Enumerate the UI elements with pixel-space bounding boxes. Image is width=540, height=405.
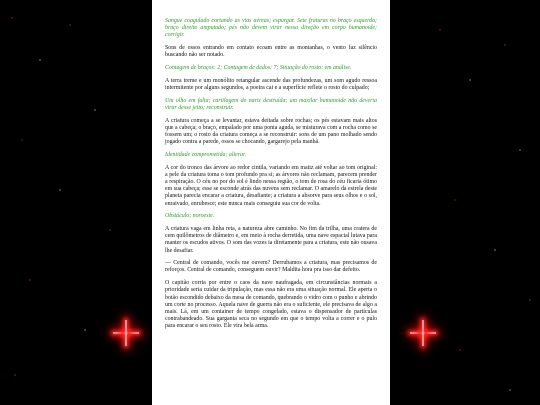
text-page <box>152 0 390 405</box>
paragraph: Identidade comprometida; alterar. <box>165 151 247 158</box>
paragraph: Sangue coagulado cortando as vias aéreas; espurgar. Sete fraturas no braço esquerdo; braço direito amputado; pés não devem virar nessa direção em corpo humanoide; corrigir. <box>165 18 377 39</box>
red-sparkle-right <box>408 318 438 348</box>
paragraph: A terra treme e um monólito retangular ascende das profundezas, um som agudo ressoa intermitente por alguns segundos, a poeira cai e a superfície reflete o rosto do culpado; <box>165 77 377 91</box>
paragraph: O capitão corria por entre o caos da nave naufragada, em circunstâncias normais a prioridade seria cuidar da tripulação, mas essa não era uma situação normal. Ele aperta o botão escondido debaixo da mesa de comando, quebrando o vidro com o punho e abrindo um corte no processo. Aquela nave de guerra não era o suficiente, ele precisava de algo a mais. Lá, em um container de tempo congelado, estava o dispensador de partículas contrabandeado. Sua garganta seca no segundo em que o tempo volta a correr e o pulo para encarar o seu rosto. Ele vira bela arma. <box>165 280 377 330</box>
paragraph: Sons de ossos entrando em contato ecoam entre as montanhas, o vento faz silêncio buscando não ser notado. <box>165 45 377 59</box>
red-sparkle-left <box>111 318 141 348</box>
paragraph: Um olho em falta; cartilagem do nariz destruída; um maxilar humanoide não deveria virar desse jeito; reconstruir. <box>165 97 377 111</box>
paragraph: A criatura começa a se levantar, estava deitada sobre rochas; os pés estavam mais altos que a cabeça; o braço, empalado por uma ponta aguda, se misturava com a rocha como se fossem um; o rosto da criatura começa a se reconstruir: sons de um pano molhado sendo jogado contra a parede, ossos se chocando, gargarejo pela manhã. <box>165 117 377 146</box>
paragraph: A criatura vaga em linha reta, a natureza abre caminho. No fim da trilha, uma cratera de cem quilômetros de diâmetro e, em meio à rocha derretida, uma nave espacial lutava para manter os escudos ativos. O som das vozes ia diretamente para a criatura, este não ousava lhe desafiar. <box>165 225 377 254</box>
paragraph: Contagem de braços: 2; Contagem de dedos: 7; Situação do rosto: em análise. <box>165 65 352 72</box>
paragraph: A cor do tronco das árvore ao redor cintila, variando em matiz até voltar ao tom original: a pele da criatura toma o tom profundo pra si; as árvores não reclamam, parecem prender a respiração. O céu no por do sol é lindo nessa região, o tom de rosa do céu ficaria ótimo em sua cabeça; esse se escondе atrás das nuvens sem reclamar. O amarelo da estrela deste planeta parecia encarar a criatura, desafiante; a criatura a absorve para seus olhos e o sol, enraivado, enrubesce; este nunca mais conseguiu sua cor de volta. <box>165 164 377 207</box>
paragraph: Obstáculo; noroeste. <box>165 213 215 220</box>
paragraph: — Central de comando, vocês me ouvem? Derrubamos a criatura, mas precisamos de reforços. Central de comando, conseguem ouvir? Maldita hora pra isso dar defeito. <box>165 260 377 274</box>
